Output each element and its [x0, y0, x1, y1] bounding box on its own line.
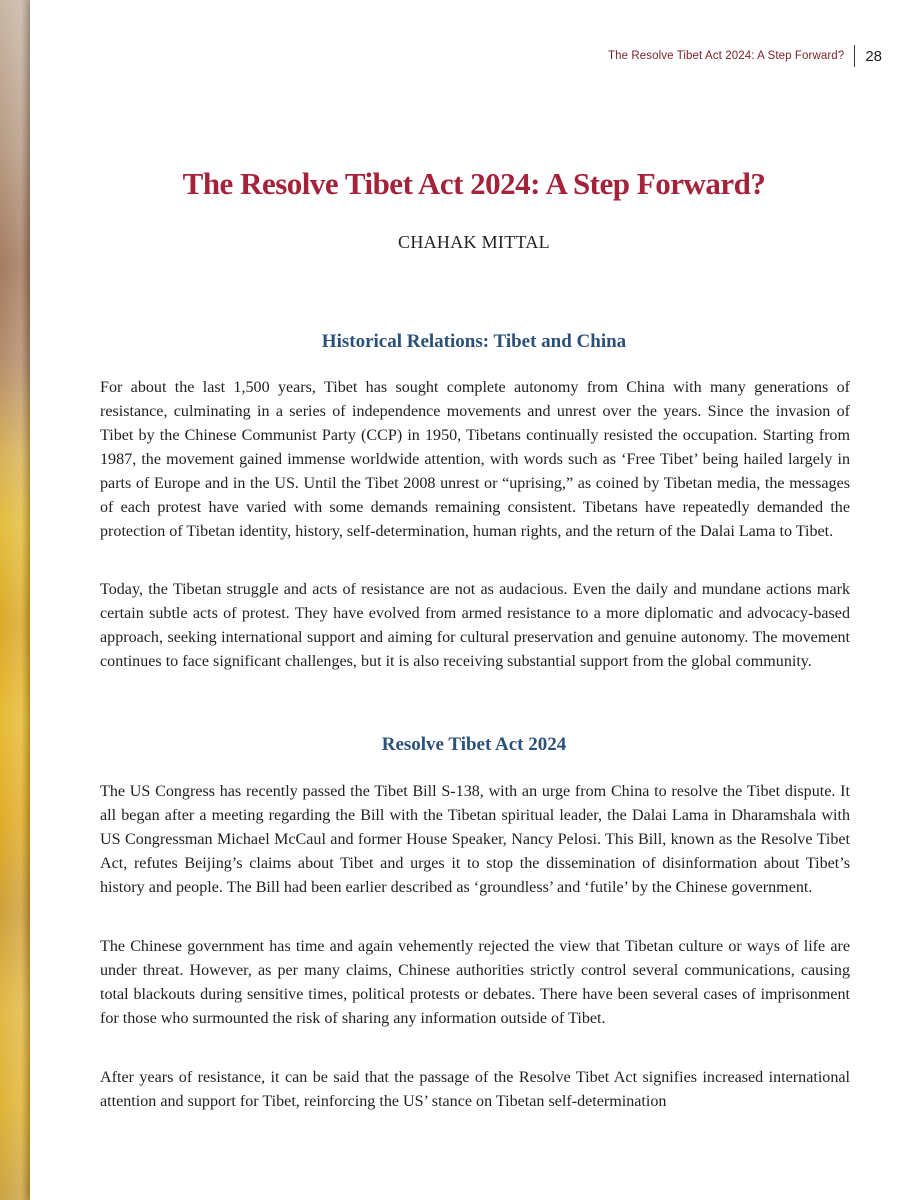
- paragraph: For about the last 1,500 years, Tibet has sought complete autonomy from China with many generations of resistance, culminating in a series of independence movements and unrest over the years. Since the invasion of Tibet by the Chinese Communist Party (CCP) in 1950, Tibetans continually resisted the occupation. Starting from 1987, the movement gained immense worldwide attention, with words such as ‘Free Tibet’ being hailed largely in parts of Europe and in the US. Until the Tibet 2008 unrest or “uprising,” as coined by Tibetan media, the messages of each protest have varied with some demands remaining consistent. Tibetans have repeatedly demanded the protection of Tibetan identity, history, self-determination, human rights, and the return of the Dalai Lama to Tibet.: [100, 379, 850, 540]
- page-number: 28: [865, 47, 882, 65]
- article-author: CHAHAK MITTAL: [398, 232, 550, 252]
- section-heading-historical-relations: Historical Relations: Tibet and China: [321, 331, 627, 352]
- background-cloth-image: [0, 0, 30, 1200]
- paragraph: The Chinese government has time and again vehemently rejected the view that Tibetan culture or ways of life are under threat. However, as per many claims, Chinese authorities strictly control several communications, causing total blackouts during sensitive times, political protests or debates. There have been several cases of imprisonment for those who surmounted the risk of sharing any information outside of Tibet.: [100, 938, 850, 1027]
- section-heading-resolve-tibet-act: Resolve Tibet Act 2024: [381, 734, 567, 755]
- paragraph: The US Congress has recently passed the Tibet Bill S-138, with an urge from China to resolve the Tibet dispute. It all began after a meeting regarding the Bill with the Tibetan spiritual leader, the Dalai Lama in Dharamshala with US Congressman Michael McCaul and former House Speaker, Nancy Pelosi. This Bill, known as the Resolve Tibet Act, refutes Beijing’s claims about Tibet and urges it to stop the dissemination of disinformation about Tibet’s history and people. The Bill had been earlier described as ‘groundless’ and ‘futile’ by the Chinese government.: [100, 783, 850, 896]
- article-title: The Resolve Tibet Act 2024: A Step Forward?: [182, 166, 766, 201]
- running-header-title: The Resolve Tibet Act 2024: A Step Forward?: [607, 50, 845, 62]
- paragraph: After years of resistance, it can be said that the passage of the Resolve Tibet Act signifies increased international attention and support for Tibet, reinforcing the US’ stance on Tibetan self-determination: [100, 1069, 850, 1110]
- paragraph: Today, the Tibetan struggle and acts of resistance are not as audacious. Even the daily and mundane actions mark certain subtle acts of protest. They have evolved from armed resistance to a more diplomatic and advocacy-based approach, seeking international support and aiming for cultural preservation and genuine autonomy. The movement continues to face significant challenges, but it is also receiving substantial support from the global community.: [100, 581, 850, 670]
- running-header: [608, 45, 882, 67]
- header-divider: [854, 45, 855, 67]
- document-page: [30, 0, 918, 1200]
